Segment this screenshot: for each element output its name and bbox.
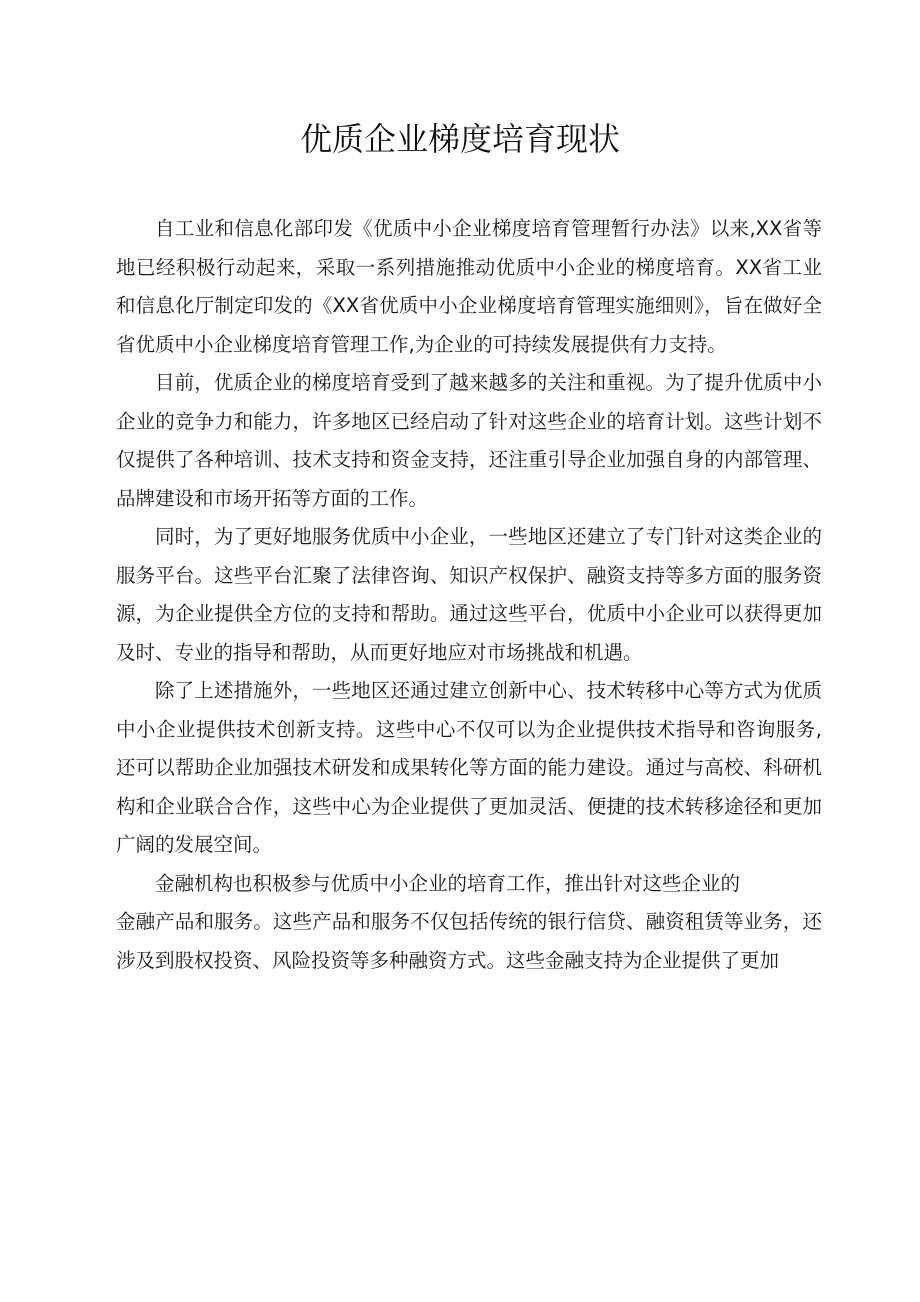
paragraph-6: 金融产品和服务。这些产品和服务不仅包括传统的银行信贷、融资租赁等业务，还涉及到股权投资、风险投资等多种融资方式。这些金融支持为企业提供了更加 <box>116 910 822 972</box>
document-title: 优质企业梯度培育现状 <box>299 120 620 158</box>
paragraph-1: 自工业和信息化部印发《优质中小企业梯度培育管理暂行办法》以来,XX省等地已经积极行动起来，采取一系列措施推动优质中小企业的梯度培育。XX省工业和信息化厅制定印发的《XX省优质中小企业梯度培育管理实施细则》，旨在做好全省优质中小企业梯度培育管理工作,为企业的可持续发展提供有力支持。 <box>116 217 822 356</box>
paragraph-2: 目前，优质企业的梯度培育受到了越来越多的关注和重视。为了提升优质中小企业的竞争力和能力，许多地区已经启动了针对这些企业的培育计划。这些计划不仅提供了各种培训、技术支持和资金支持，还注重引导企业加强自身的内部管理、品牌建设和市场开拓等方面的工作。 <box>116 371 822 510</box>
paragraph-5: 金融机构也积极参与优质中小企业的培育工作，推出针对这些企业的 <box>155 871 741 895</box>
document-body <box>116 210 822 980</box>
paragraph-4: 除了上述措施外，一些地区还通过建立创新中心、技术转移中心等方式为优质中小企业提供技术创新支持。这些中心不仅可以为企业提供技术指导和咨询服务,还可以帮助企业加强技术研发和成果转化等方面的能力建设。通过与高校、科研机构和企业联合合作，这些中心为企业提供了更加灵活、便捷的技术转移途径和更加广阔的发展空间。 <box>116 679 822 856</box>
paragraph-3: 同时，为了更好地服务优质中小企业，一些地区还建立了专门针对这类企业的服务平台。这些平台汇聚了法律咨询、知识产权保护、融资支持等多方面的服务资源，为企业提供全方位的支持和帮助。通过这些平台，优质中小企业可以获得更加及时、专业的指导和帮助，从而更好地应对市场挑战和机遇。 <box>116 525 822 664</box>
